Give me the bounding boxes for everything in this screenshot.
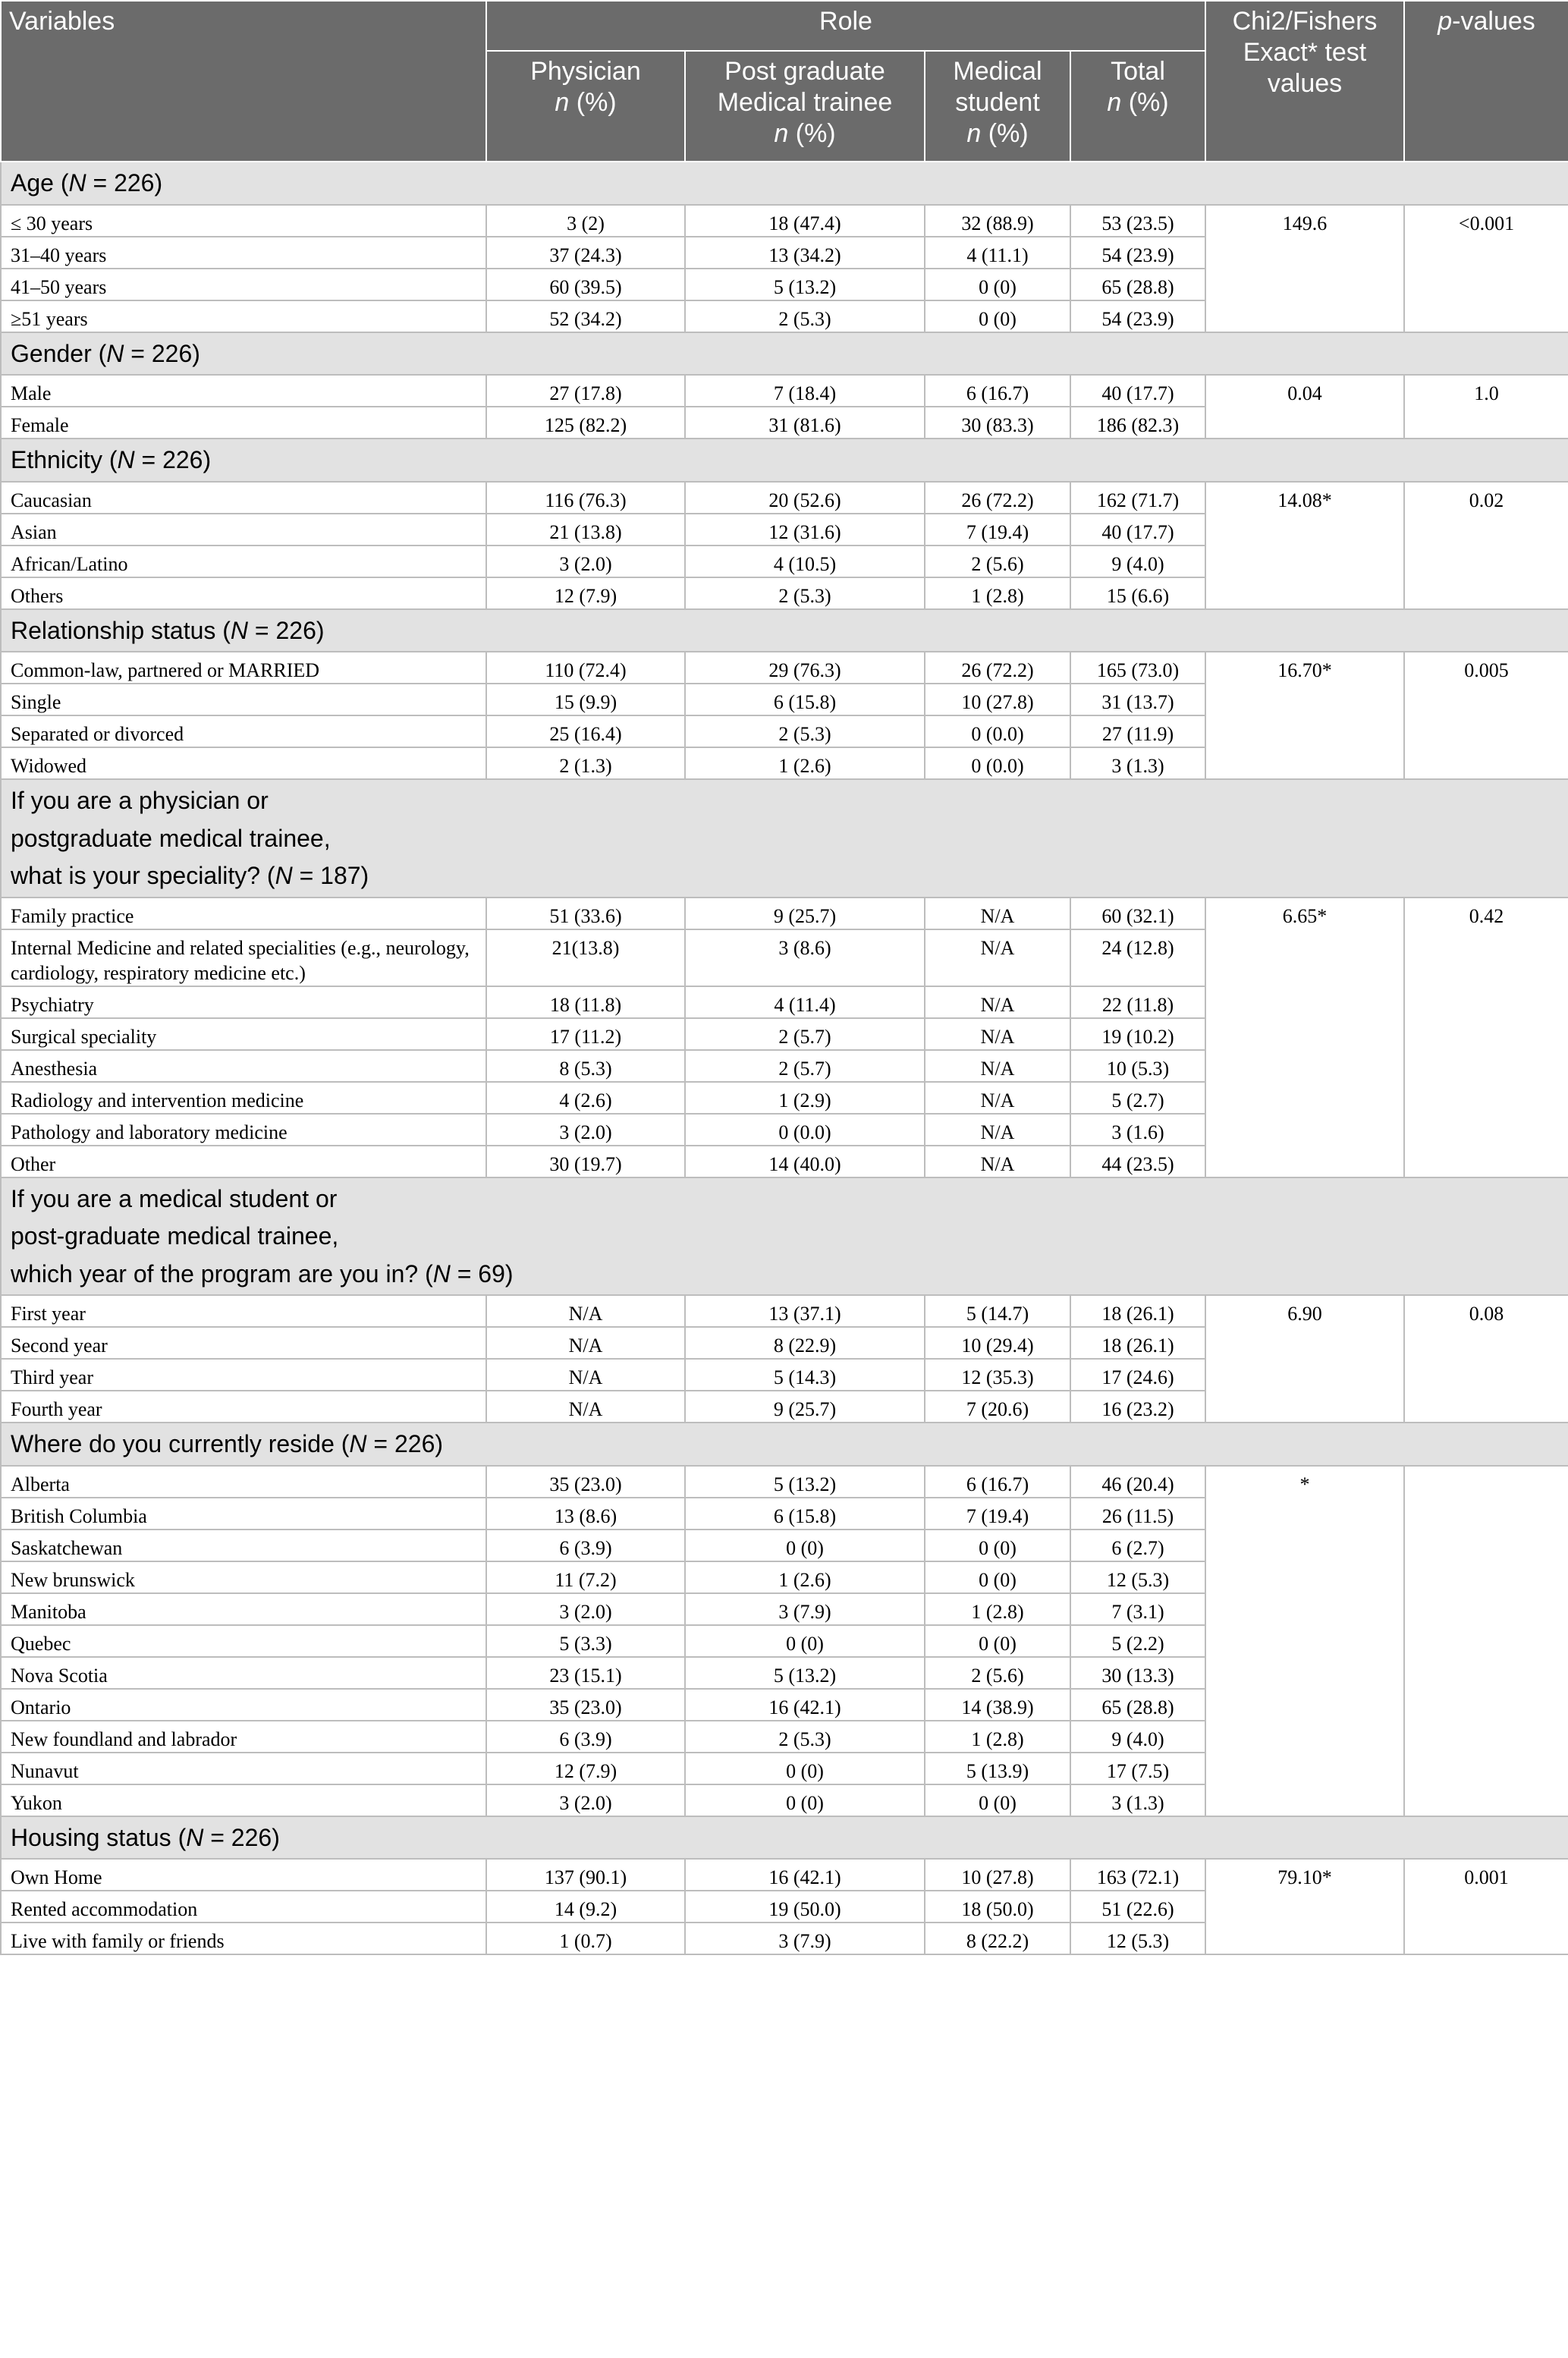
cell-physician: 60 (39.5) bbox=[486, 269, 685, 300]
group-title-line: If you are a medical student or bbox=[11, 1184, 338, 1212]
cell-physician: 15 (9.9) bbox=[486, 684, 685, 715]
cell-postgrad: 6 (15.8) bbox=[685, 1498, 925, 1530]
cell-physician: 18 (11.8) bbox=[486, 986, 685, 1018]
cell-total: 3 (1.3) bbox=[1070, 747, 1205, 779]
header-physician-unit: n (%) bbox=[555, 88, 617, 117]
cell-medstudent: 7 (20.6) bbox=[925, 1391, 1070, 1423]
cell-postgrad: 31 (81.6) bbox=[685, 407, 925, 439]
cell-postgrad: 5 (13.2) bbox=[685, 1657, 925, 1689]
cell-postgrad: 4 (10.5) bbox=[685, 545, 925, 577]
cell-stat: 16.70* bbox=[1205, 652, 1404, 779]
cell-total: 19 (10.2) bbox=[1070, 1018, 1205, 1050]
cell-medstudent: 6 (16.7) bbox=[925, 375, 1070, 407]
header-physician-label: Physician bbox=[530, 57, 641, 86]
cell-total: 40 (17.7) bbox=[1070, 375, 1205, 407]
header-role: Role bbox=[486, 1, 1205, 51]
group-title-n: N bbox=[106, 339, 124, 367]
row-label: ≤ 30 years bbox=[1, 205, 486, 237]
group-title-text: Where do you currently reside ( bbox=[11, 1430, 350, 1457]
row-label: First year bbox=[1, 1295, 486, 1327]
cell-total: 53 (23.5) bbox=[1070, 205, 1205, 237]
cell-physician: 12 (7.9) bbox=[486, 577, 685, 609]
cell-physician: 35 (23.0) bbox=[486, 1689, 685, 1721]
group-header-row bbox=[1, 332, 1568, 376]
group-header-row bbox=[1, 779, 1568, 898]
cell-total: 27 (11.9) bbox=[1070, 715, 1205, 747]
group-title-n: N bbox=[275, 862, 293, 889]
cell-physician: 3 (2) bbox=[486, 205, 685, 237]
cell-physician: 11 (7.2) bbox=[486, 1561, 685, 1593]
cell-total: 12 (5.3) bbox=[1070, 1923, 1205, 1954]
row-label: Single bbox=[1, 684, 486, 715]
cell-total: 54 (23.9) bbox=[1070, 300, 1205, 332]
cell-total: 46 (20.4) bbox=[1070, 1466, 1205, 1498]
cell-physician: 110 (72.4) bbox=[486, 652, 685, 684]
group-title-count: = 226) bbox=[203, 1823, 280, 1851]
group-header-row bbox=[1, 1423, 1568, 1466]
row-label: Internal Medicine and related specialities (e.g., neurology, cardiology, respiratory medicine etc.) bbox=[1, 929, 486, 986]
cell-physician: N/A bbox=[486, 1295, 685, 1327]
cell-postgrad: 0 (0) bbox=[685, 1753, 925, 1784]
group-header-row bbox=[1, 609, 1568, 652]
cell-total: 3 (1.6) bbox=[1070, 1114, 1205, 1146]
cell-total: 26 (11.5) bbox=[1070, 1498, 1205, 1530]
cell-physician: 37 (24.3) bbox=[486, 237, 685, 269]
group-title-count: = 187) bbox=[292, 862, 369, 889]
cell-medstudent: 2 (5.6) bbox=[925, 1657, 1070, 1689]
group-title-line: post-graduate medical trainee, bbox=[11, 1222, 339, 1250]
header-postgrad-label: Post graduate Medical trainee bbox=[717, 57, 893, 117]
group-title bbox=[1, 332, 1568, 376]
group-title-text: what is your speciality? ( bbox=[11, 862, 275, 889]
cell-stat: 79.10* bbox=[1205, 1859, 1404, 1954]
group-title bbox=[1, 609, 1568, 652]
cell-medstudent: 8 (22.2) bbox=[925, 1923, 1070, 1954]
cell-pvalue: 0.001 bbox=[1404, 1859, 1568, 1954]
cell-postgrad: 2 (5.3) bbox=[685, 1721, 925, 1753]
row-label: Quebec bbox=[1, 1625, 486, 1657]
cell-postgrad: 1 (2.6) bbox=[685, 1561, 925, 1593]
group-title-count: = 226) bbox=[86, 169, 163, 196]
row-label: Other bbox=[1, 1146, 486, 1177]
cell-postgrad: 3 (8.6) bbox=[685, 929, 925, 986]
cell-physician: N/A bbox=[486, 1359, 685, 1391]
table-header bbox=[1, 1, 1568, 162]
cell-total: 54 (23.9) bbox=[1070, 237, 1205, 269]
group-title bbox=[1, 162, 1568, 205]
group-title-n: N bbox=[230, 616, 249, 644]
cell-medstudent: 1 (2.8) bbox=[925, 1721, 1070, 1753]
cell-physician: 3 (2.0) bbox=[486, 545, 685, 577]
cell-medstudent: N/A bbox=[925, 1146, 1070, 1177]
cell-pvalue: <0.001 bbox=[1404, 205, 1568, 332]
cell-total: 22 (11.8) bbox=[1070, 986, 1205, 1018]
cell-total: 3 (1.3) bbox=[1070, 1784, 1205, 1816]
cell-medstudent: 1 (2.8) bbox=[925, 1593, 1070, 1625]
cell-postgrad: 1 (2.6) bbox=[685, 747, 925, 779]
cell-total: 18 (26.1) bbox=[1070, 1295, 1205, 1327]
group-title bbox=[1, 439, 1568, 482]
cell-total: 51 (22.6) bbox=[1070, 1891, 1205, 1923]
header-postgrad-unit: n (%) bbox=[774, 119, 836, 148]
cell-medstudent: N/A bbox=[925, 929, 1070, 986]
cell-pvalue: 0.005 bbox=[1404, 652, 1568, 779]
group-header-row bbox=[1, 1816, 1568, 1860]
cell-stat: 6.65* bbox=[1205, 898, 1404, 1177]
cell-pvalue: 0.08 bbox=[1404, 1295, 1568, 1423]
cell-total: 9 (4.0) bbox=[1070, 1721, 1205, 1753]
cell-physician: 30 (19.7) bbox=[486, 1146, 685, 1177]
cell-physician: 4 (2.6) bbox=[486, 1082, 685, 1114]
cell-postgrad: 2 (5.3) bbox=[685, 577, 925, 609]
cell-medstudent: 0 (0) bbox=[925, 300, 1070, 332]
cell-physician: 27 (17.8) bbox=[486, 375, 685, 407]
cell-total: 9 (4.0) bbox=[1070, 545, 1205, 577]
cell-medstudent: 5 (14.7) bbox=[925, 1295, 1070, 1327]
cell-medstudent: 12 (35.3) bbox=[925, 1359, 1070, 1391]
cell-total: 15 (6.6) bbox=[1070, 577, 1205, 609]
cell-postgrad: 1 (2.9) bbox=[685, 1082, 925, 1114]
cell-physician: 5 (3.3) bbox=[486, 1625, 685, 1657]
group-title-count: = 226) bbox=[134, 446, 212, 473]
cell-physician: 14 (9.2) bbox=[486, 1891, 685, 1923]
cell-medstudent: 26 (72.2) bbox=[925, 652, 1070, 684]
cell-physician: N/A bbox=[486, 1391, 685, 1423]
table-body bbox=[1, 162, 1568, 1954]
cell-physician: 3 (2.0) bbox=[486, 1593, 685, 1625]
group-title-n: N bbox=[349, 1430, 367, 1457]
cell-postgrad: 19 (50.0) bbox=[685, 1891, 925, 1923]
cell-stat: 149.6 bbox=[1205, 205, 1404, 332]
group-title-text: which year of the program are you in? ( bbox=[11, 1259, 433, 1287]
cell-physician: N/A bbox=[486, 1327, 685, 1359]
cell-postgrad: 3 (7.9) bbox=[685, 1593, 925, 1625]
cell-total: 5 (2.2) bbox=[1070, 1625, 1205, 1657]
cell-postgrad: 0 (0) bbox=[685, 1625, 925, 1657]
cell-physician: 8 (5.3) bbox=[486, 1050, 685, 1082]
header-total-unit: n (%) bbox=[1107, 88, 1169, 117]
header-postgrad bbox=[685, 51, 925, 162]
group-title-text: Gender ( bbox=[11, 339, 107, 367]
cell-postgrad: 0 (0.0) bbox=[685, 1114, 925, 1146]
cell-physician: 2 (1.3) bbox=[486, 747, 685, 779]
header-medstudent-label: Medical student bbox=[953, 57, 1042, 117]
row-label: Yukon bbox=[1, 1784, 486, 1816]
cell-medstudent: 5 (13.9) bbox=[925, 1753, 1070, 1784]
cell-medstudent: 18 (50.0) bbox=[925, 1891, 1070, 1923]
cell-medstudent: 32 (88.9) bbox=[925, 205, 1070, 237]
header-medstudent bbox=[925, 51, 1070, 162]
cell-physician: 116 (76.3) bbox=[486, 482, 685, 514]
row-label: Separated or divorced bbox=[1, 715, 486, 747]
header-pvalues-rest: -values bbox=[1452, 7, 1535, 36]
group-title-count: = 69) bbox=[450, 1259, 514, 1287]
cell-medstudent: 10 (27.8) bbox=[925, 1859, 1070, 1891]
row-label: Third year bbox=[1, 1359, 486, 1391]
cell-medstudent: 14 (38.9) bbox=[925, 1689, 1070, 1721]
table-row bbox=[1, 205, 1568, 237]
cell-physician: 125 (82.2) bbox=[486, 407, 685, 439]
cell-total: 162 (71.7) bbox=[1070, 482, 1205, 514]
cell-total: 7 (3.1) bbox=[1070, 1593, 1205, 1625]
cell-postgrad: 6 (15.8) bbox=[685, 684, 925, 715]
row-label: Rented accommodation bbox=[1, 1891, 486, 1923]
row-label: ≥51 years bbox=[1, 300, 486, 332]
row-label: Live with family or friends bbox=[1, 1923, 486, 1954]
row-label: Caucasian bbox=[1, 482, 486, 514]
row-label: Second year bbox=[1, 1327, 486, 1359]
cell-medstudent: 0 (0) bbox=[925, 1561, 1070, 1593]
cell-physician: 21 (13.8) bbox=[486, 514, 685, 545]
row-label: British Columbia bbox=[1, 1498, 486, 1530]
cell-total: 44 (23.5) bbox=[1070, 1146, 1205, 1177]
cell-physician: 3 (2.0) bbox=[486, 1114, 685, 1146]
row-label: 41–50 years bbox=[1, 269, 486, 300]
row-label: Pathology and laboratory medicine bbox=[1, 1114, 486, 1146]
row-label: Widowed bbox=[1, 747, 486, 779]
cell-physician: 25 (16.4) bbox=[486, 715, 685, 747]
cell-medstudent: 0 (0) bbox=[925, 269, 1070, 300]
cell-physician: 13 (8.6) bbox=[486, 1498, 685, 1530]
row-label: Anesthesia bbox=[1, 1050, 486, 1082]
cell-physician: 1 (0.7) bbox=[486, 1923, 685, 1954]
cell-medstudent: 10 (29.4) bbox=[925, 1327, 1070, 1359]
group-header-row bbox=[1, 439, 1568, 482]
cell-postgrad: 13 (37.1) bbox=[685, 1295, 925, 1327]
cell-physician: 6 (3.9) bbox=[486, 1530, 685, 1561]
row-label: Common-law, partnered or MARRIED bbox=[1, 652, 486, 684]
group-title bbox=[1, 1816, 1568, 1860]
header-total bbox=[1070, 51, 1205, 162]
cell-medstudent: 0 (0) bbox=[925, 1784, 1070, 1816]
cell-medstudent: N/A bbox=[925, 1114, 1070, 1146]
row-label: New brunswick bbox=[1, 1561, 486, 1593]
cell-medstudent: N/A bbox=[925, 986, 1070, 1018]
group-title-n: N bbox=[186, 1823, 204, 1851]
row-label: Radiology and intervention medicine bbox=[1, 1082, 486, 1114]
cell-postgrad: 4 (11.4) bbox=[685, 986, 925, 1018]
group-title-count: = 226) bbox=[366, 1430, 444, 1457]
row-label: 31–40 years bbox=[1, 237, 486, 269]
group-title-text: Ethnicity ( bbox=[11, 446, 118, 473]
group-title-text: Age ( bbox=[11, 169, 69, 196]
group-title-text: Housing status ( bbox=[11, 1823, 187, 1851]
cell-stat: 14.08* bbox=[1205, 482, 1404, 609]
cell-total: 60 (32.1) bbox=[1070, 898, 1205, 929]
cell-physician: 51 (33.6) bbox=[486, 898, 685, 929]
group-title-n: N bbox=[117, 446, 135, 473]
cell-postgrad: 5 (13.2) bbox=[685, 1466, 925, 1498]
cell-physician: 137 (90.1) bbox=[486, 1859, 685, 1891]
cell-stat: 6.90 bbox=[1205, 1295, 1404, 1423]
row-label: Nova Scotia bbox=[1, 1657, 486, 1689]
cell-postgrad: 0 (0) bbox=[685, 1784, 925, 1816]
cell-postgrad: 9 (25.7) bbox=[685, 1391, 925, 1423]
row-label: Saskatchewan bbox=[1, 1530, 486, 1561]
row-label: African/Latino bbox=[1, 545, 486, 577]
row-label: Surgical speciality bbox=[1, 1018, 486, 1050]
cell-medstudent: N/A bbox=[925, 898, 1070, 929]
group-title bbox=[1, 1423, 1568, 1466]
cell-postgrad: 5 (13.2) bbox=[685, 269, 925, 300]
group-title-n: N bbox=[68, 169, 86, 196]
group-title-line: If you are a physician or bbox=[11, 787, 269, 814]
cell-medstudent: 1 (2.8) bbox=[925, 577, 1070, 609]
header-total-label: Total bbox=[1111, 57, 1165, 86]
cell-physician: 23 (15.1) bbox=[486, 1657, 685, 1689]
table-row bbox=[1, 898, 1568, 929]
cell-medstudent: 0 (0) bbox=[925, 1625, 1070, 1657]
cell-postgrad: 29 (76.3) bbox=[685, 652, 925, 684]
group-header-row bbox=[1, 1177, 1568, 1296]
cell-postgrad: 9 (25.7) bbox=[685, 898, 925, 929]
cell-medstudent: 2 (5.6) bbox=[925, 545, 1070, 577]
cell-total: 24 (12.8) bbox=[1070, 929, 1205, 986]
cell-medstudent: 4 (11.1) bbox=[925, 237, 1070, 269]
cell-postgrad: 14 (40.0) bbox=[685, 1146, 925, 1177]
cell-total: 17 (24.6) bbox=[1070, 1359, 1205, 1391]
cell-total: 17 (7.5) bbox=[1070, 1753, 1205, 1784]
cell-postgrad: 12 (31.6) bbox=[685, 514, 925, 545]
header-pvalues bbox=[1404, 1, 1568, 162]
cell-total: 30 (13.3) bbox=[1070, 1657, 1205, 1689]
table-row bbox=[1, 375, 1568, 407]
header-physician bbox=[486, 51, 685, 162]
cell-physician: 12 (7.9) bbox=[486, 1753, 685, 1784]
row-label: Alberta bbox=[1, 1466, 486, 1498]
cell-medstudent: 7 (19.4) bbox=[925, 514, 1070, 545]
group-title-count: = 226) bbox=[124, 339, 200, 367]
cell-stat: * bbox=[1205, 1466, 1404, 1816]
cell-medstudent: 0 (0.0) bbox=[925, 715, 1070, 747]
cell-physician: 17 (11.2) bbox=[486, 1018, 685, 1050]
cell-postgrad: 0 (0) bbox=[685, 1530, 925, 1561]
cell-total: 65 (28.8) bbox=[1070, 269, 1205, 300]
cell-postgrad: 2 (5.7) bbox=[685, 1050, 925, 1082]
cell-medstudent: 10 (27.8) bbox=[925, 684, 1070, 715]
cell-medstudent: 6 (16.7) bbox=[925, 1466, 1070, 1498]
cell-postgrad: 16 (42.1) bbox=[685, 1689, 925, 1721]
header-medstudent-unit: n (%) bbox=[966, 119, 1029, 148]
cell-physician: 35 (23.0) bbox=[486, 1466, 685, 1498]
group-title bbox=[1, 1177, 1568, 1296]
table-row bbox=[1, 1859, 1568, 1891]
cell-pvalue: 0.42 bbox=[1404, 898, 1568, 1177]
table-row bbox=[1, 1295, 1568, 1327]
cell-postgrad: 13 (34.2) bbox=[685, 237, 925, 269]
row-label: Ontario bbox=[1, 1689, 486, 1721]
cell-postgrad: 18 (47.4) bbox=[685, 205, 925, 237]
row-label: Others bbox=[1, 577, 486, 609]
cell-medstudent: 30 (83.3) bbox=[925, 407, 1070, 439]
cell-postgrad: 3 (7.9) bbox=[685, 1923, 925, 1954]
cell-total: 65 (28.8) bbox=[1070, 1689, 1205, 1721]
header-variables: Variables bbox=[1, 1, 486, 162]
cell-medstudent: 26 (72.2) bbox=[925, 482, 1070, 514]
group-title bbox=[1, 779, 1568, 898]
row-label: Female bbox=[1, 407, 486, 439]
row-label: Family practice bbox=[1, 898, 486, 929]
group-header-row bbox=[1, 162, 1568, 205]
cell-total: 31 (13.7) bbox=[1070, 684, 1205, 715]
cell-total: 10 (5.3) bbox=[1070, 1050, 1205, 1082]
cell-medstudent: N/A bbox=[925, 1018, 1070, 1050]
cell-medstudent: N/A bbox=[925, 1082, 1070, 1114]
cell-postgrad: 8 (22.9) bbox=[685, 1327, 925, 1359]
header-pvalues-p: p bbox=[1438, 7, 1453, 36]
cell-physician: 6 (3.9) bbox=[486, 1721, 685, 1753]
cell-medstudent: N/A bbox=[925, 1050, 1070, 1082]
cell-pvalue bbox=[1404, 1466, 1568, 1816]
cell-postgrad: 2 (5.7) bbox=[685, 1018, 925, 1050]
cell-medstudent: 0 (0.0) bbox=[925, 747, 1070, 779]
cell-postgrad: 7 (18.4) bbox=[685, 375, 925, 407]
cell-physician: 21(13.8) bbox=[486, 929, 685, 986]
table-row bbox=[1, 482, 1568, 514]
cell-pvalue: 0.02 bbox=[1404, 482, 1568, 609]
table-row bbox=[1, 652, 1568, 684]
row-label: New foundland and labrador bbox=[1, 1721, 486, 1753]
cell-total: 18 (26.1) bbox=[1070, 1327, 1205, 1359]
row-label: Psychiatry bbox=[1, 986, 486, 1018]
cell-medstudent: 0 (0) bbox=[925, 1530, 1070, 1561]
cell-total: 5 (2.7) bbox=[1070, 1082, 1205, 1114]
row-label: Male bbox=[1, 375, 486, 407]
row-label: Own Home bbox=[1, 1859, 486, 1891]
header-stat: Chi2/Fishers Exact* test values bbox=[1205, 1, 1404, 162]
cell-stat: 0.04 bbox=[1205, 375, 1404, 439]
group-title-n: N bbox=[432, 1259, 451, 1287]
cell-total: 165 (73.0) bbox=[1070, 652, 1205, 684]
cell-total: 40 (17.7) bbox=[1070, 514, 1205, 545]
cell-pvalue: 1.0 bbox=[1404, 375, 1568, 439]
group-title-count: = 226) bbox=[248, 616, 325, 644]
group-title-text: Relationship status ( bbox=[11, 616, 231, 644]
row-label: Manitoba bbox=[1, 1593, 486, 1625]
cell-physician: 3 (2.0) bbox=[486, 1784, 685, 1816]
cell-total: 163 (72.1) bbox=[1070, 1859, 1205, 1891]
cell-physician: 52 (34.2) bbox=[486, 300, 685, 332]
cell-total: 186 (82.3) bbox=[1070, 407, 1205, 439]
group-title-line: postgraduate medical trainee, bbox=[11, 824, 331, 852]
cell-postgrad: 2 (5.3) bbox=[685, 300, 925, 332]
cell-postgrad: 20 (52.6) bbox=[685, 482, 925, 514]
cell-postgrad: 16 (42.1) bbox=[685, 1859, 925, 1891]
cell-total: 6 (2.7) bbox=[1070, 1530, 1205, 1561]
cell-total: 16 (23.2) bbox=[1070, 1391, 1205, 1423]
cell-postgrad: 2 (5.3) bbox=[685, 715, 925, 747]
cell-medstudent: 7 (19.4) bbox=[925, 1498, 1070, 1530]
row-label: Fourth year bbox=[1, 1391, 486, 1423]
table-row bbox=[1, 1466, 1568, 1498]
cell-total: 12 (5.3) bbox=[1070, 1561, 1205, 1593]
cell-postgrad: 5 (14.3) bbox=[685, 1359, 925, 1391]
row-label: Asian bbox=[1, 514, 486, 545]
row-label: Nunavut bbox=[1, 1753, 486, 1784]
